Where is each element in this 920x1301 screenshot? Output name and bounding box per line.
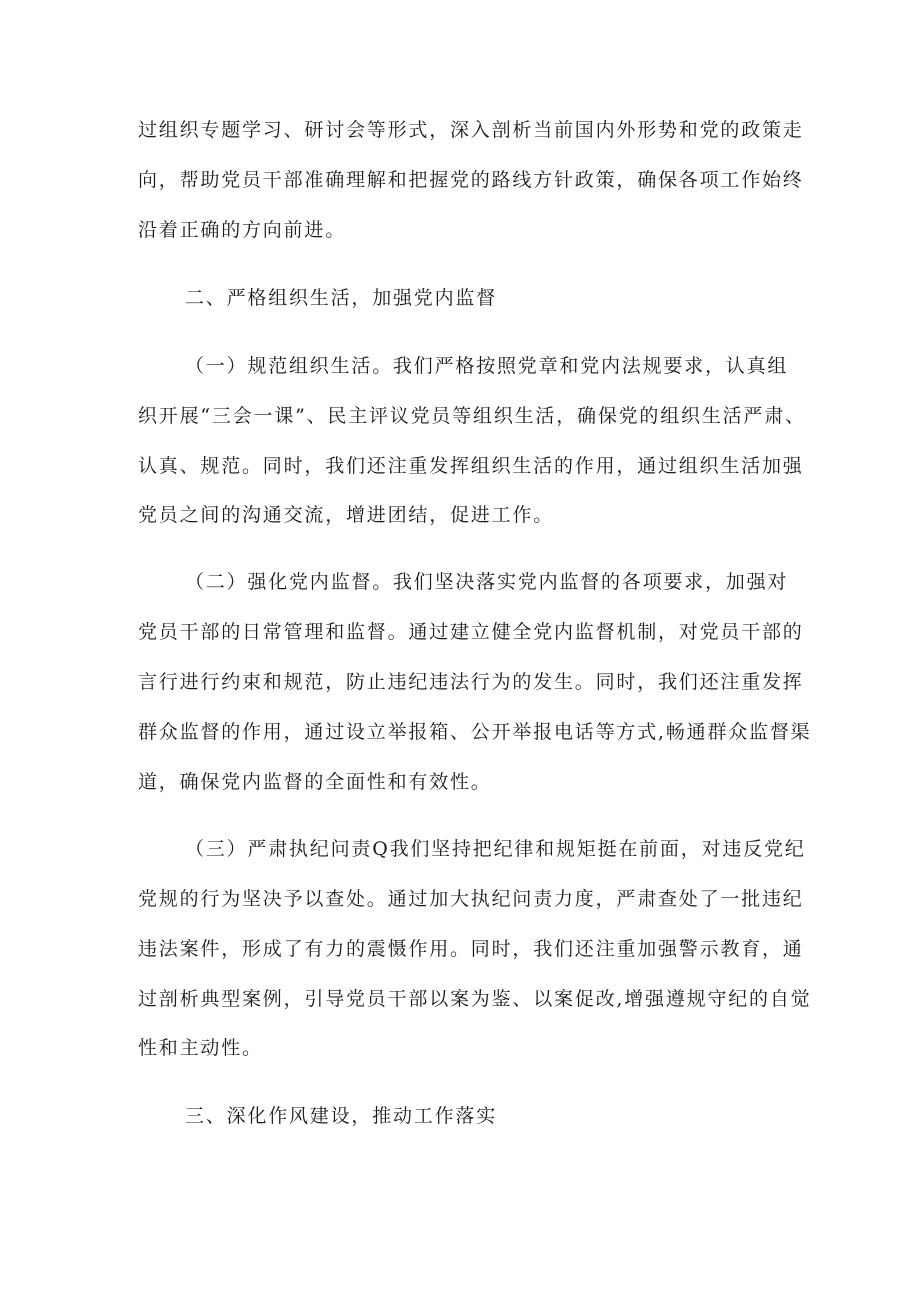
text-line: 党规的行为坚决予以查处。通过加大执纪问责力度，严肃查处了一批违纪	[138, 888, 804, 910]
text-line: 向，帮助党员干部准确理解和把握党的路线方针政策，确保各项工作始终	[138, 169, 804, 191]
section-heading-2: 二、严格组织生活，加强党内监督	[185, 287, 498, 309]
text-line: （一）规范组织生活。我们严格按照党章和党内法规要求，认真组	[185, 355, 789, 377]
text-line: （二）强化党内监督。我们坚决落实党内监督的各项要求，加强对	[185, 571, 789, 593]
text-line: （三）严肃执纪问责Q我们坚持把纪律和规矩挺在前面，对违反党纪	[185, 838, 806, 860]
text-line: 过组织专题学习、研讨会等形式，深入剖析当前国内外形势和党的政策走	[138, 119, 804, 141]
text-line: 过剖析典型案例，引导党员干部以案为鉴、以案促改,增强遵规守纪的自觉	[138, 988, 812, 1010]
section-heading-3: 三、深化作风建设，推动工作落实	[185, 1105, 498, 1127]
text-line: 党员之间的沟通交流，增进团结，促进工作。	[138, 504, 555, 526]
text-line: 织开展“三会一课”、民主评议党员等组织生活，确保党的组织生活严肃、	[138, 405, 806, 427]
text-line: 道，确保党内监督的全面性和有效性。	[138, 771, 492, 793]
text-line: 性和主动性。	[138, 1037, 263, 1059]
text-line: 言行进行约束和规范，防止违纪违法行为的发生。同时，我们还注重发挥	[138, 671, 804, 693]
text-line: 群众监督的作用，通过设立举报箱、公开举报电话等方式,畅通群众监督渠	[138, 721, 812, 743]
text-line: 沿着正确的方向前进。	[138, 219, 347, 241]
text-line: 认真、规范。同时，我们还注重发挥组织生活的作用，通过组织生活加强	[138, 455, 804, 477]
text-line: 党员干部的日常管理和监督。通过建立健全党内监督机制，对党员干部的	[138, 621, 804, 643]
text-line: 违法案件，形成了有力的震慑作用。同时，我们还注重加强警示教育，通	[138, 938, 804, 960]
